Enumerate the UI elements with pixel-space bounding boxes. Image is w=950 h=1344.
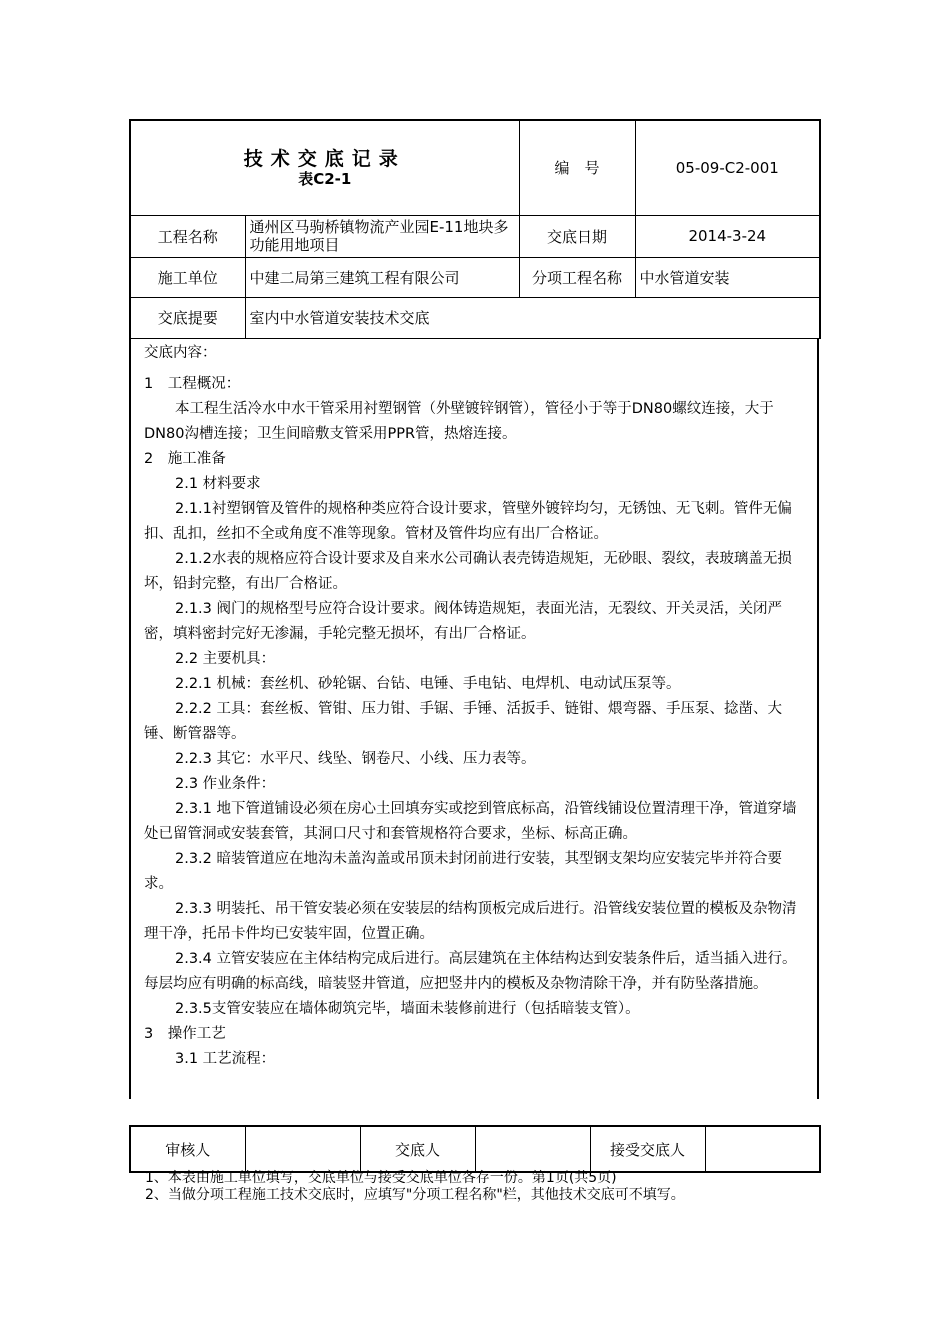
content-paragraph: 2.1 材料要求 [175,475,261,492]
receiver-signature-field[interactable] [705,1126,820,1172]
discloser-signature-field[interactable] [475,1126,590,1172]
footnote: 1、本表由施工单位填写，交底单位与接受交底单位各存一份。第1页(共5页) [145,1170,617,1186]
discloser-label: 交底人 [360,1126,475,1172]
content-paragraph: 2.1.1衬塑钢管及管件的规格种类应符合设计要求，管壁外镀锌均匀，无锈蚀、无飞刺。管件无偏扣、乱扣，丝扣不全或角度不准等现象。管材及管件均应有出厂合格证。 [144,500,792,542]
content-paragraph: 2.2.1 机械：套丝机、砂轮锯、台钻、电锤、手电钻、电焊机、电动试压泵等。 [175,675,681,692]
project-name-label: 工程名称 [130,215,245,257]
content-paragraph: 2.2 主要机具： [175,650,276,667]
reviewer-label: 审核人 [130,1126,245,1172]
content-paragraph: 2.2.2 工具：套丝板、管钳、压力钳、手锯、手锤、活扳手、链钳、煨弯器、手压泵、捻凿、大锤、断管器等。 [144,700,782,742]
date-label: 交底日期 [519,215,635,257]
content-paragraph: 2.1.2水表的规格应符合设计要求及自来水公司确认表壳铸造规矩，无砂眼、裂纹，表玻璃盖无损坏，铅封完整，有出厂合格证。 [144,550,792,592]
content-paragraph: 2.3.3 明装托、吊干管安装必须在安装层的结构顶板完成后进行。沿管线安装位置的模板及杂物清理干净，托吊卡件均已安装牢固，位置正确。 [144,900,797,942]
subitem-value: 中水管道安装 [635,257,820,297]
footnote: 2、当做分项工程施工技术交底时，应填写"分项工程名称"栏，其他技术交底可不填写。 [145,1187,685,1203]
reviewer-signature-field[interactable] [245,1126,360,1172]
title-cell [130,120,519,215]
content-paragraph: 2.3.2 暗装管道应在地沟未盖沟盖或吊顶未封闭前进行安装，其型钢支架均应安装完毕并符合要求。 [144,850,782,892]
number-value: 05-09-C2-001 [635,120,820,215]
content-paragraph: 2.3.4 立管安装应在主体结构完成后进行。高层建筑在主体结构达到安装条件后，适当插入进行。每层均应有明确的标高线，暗装竖井管道，应把竖井内的模板及杂物清除干净，并有防坠落措施。 [144,950,797,992]
content-paragraph: 2 施工准备 [144,450,226,467]
number-label: 编 号 [519,120,635,215]
project-name-value: 通州区马驹桥镇物流产业园E-11地块多功能用地项目 [245,215,519,257]
form-title: 技术交底记录 [243,147,406,170]
content-paragraph: 2.1.3 阀门的规格型号应符合设计要求。阀体铸造规矩，表面光洁，无裂纹、开关灵活，关闭严密，填料密封完好无渗漏，手轮完整无损坏，有出厂合格证。 [144,600,782,642]
content-label: 交底内容： [144,344,217,361]
content-paragraph: 1 工程概况： [144,375,241,392]
content-paragraph: 本工程生活冷水中水干管采用衬塑钢管（外壁镀锌钢管），管径小于等于DN80螺纹连接，大于DN80沟槽连接；卫生间暗敷支管采用PPR管，热熔连接。 [144,400,774,442]
content-area [129,339,819,1099]
signature-table [129,1125,821,1173]
header-table [129,119,821,339]
footnotes [145,1170,685,1204]
content-paragraph: 3 操作工艺 [144,1025,226,1042]
content-paragraph: 3.1 工艺流程： [175,1050,276,1067]
form-code: 表C2-1 [298,169,352,188]
subitem-label: 分项工程名称 [519,257,635,297]
date-value: 2014-3-24 [635,215,820,257]
content-paragraphs [144,372,809,1072]
contractor-label: 施工单位 [130,257,245,297]
content-paragraph: 2.3.5支管安装应在墙体砌筑完毕，墙面未装修前进行（包括暗装支管）。 [175,1000,640,1017]
content-paragraph: 2.3.1 地下管道铺设必须在房心土回填夯实或挖到管底标高，沿管线铺设位置清理干净，管道穿墙处已留管洞或安装套管，其洞口尺寸和套管规格符合要求，坐标、标高正确。 [144,800,797,842]
summary-label: 交底提要 [130,297,245,338]
content-paragraph: 2.2.3 其它：水平尺、线坠、钢卷尺、小线、压力表等。 [175,750,536,767]
receiver-label: 接受交底人 [590,1126,705,1172]
disclosure-form [129,119,819,1099]
contractor-value: 中建二局第三建筑工程有限公司 [245,257,519,297]
summary-value: 室内中水管道安装技术交底 [245,297,820,338]
content-paragraph: 2.3 作业条件： [175,775,276,792]
